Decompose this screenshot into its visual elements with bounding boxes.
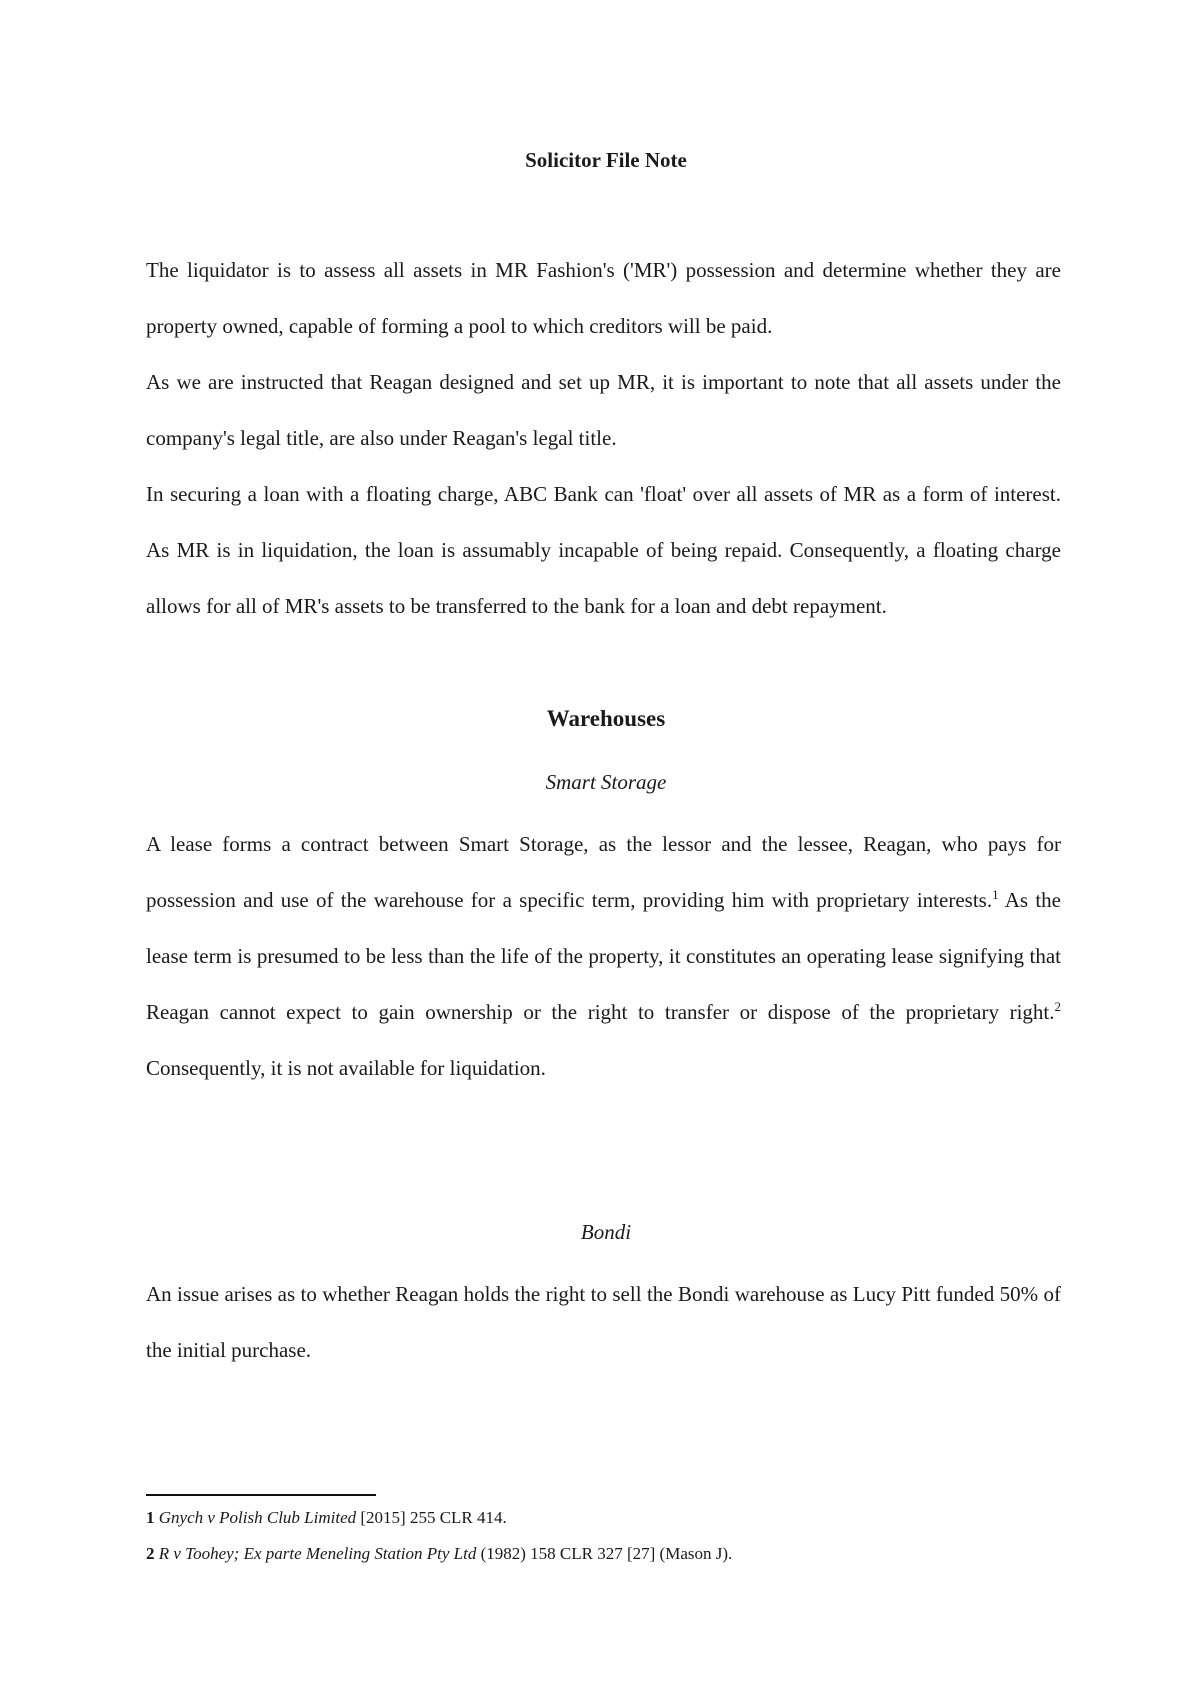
footnote-citation: [2015] 255 CLR 414. — [356, 1508, 507, 1527]
footnote-citation: (1982) 158 CLR 327 [27] (Mason J). — [476, 1544, 733, 1563]
smart-storage-paragraph — [146, 816, 1061, 1096]
smart-storage-text-1: A lease forms a contract between Smart Storage, as the lessor and the lessee, Reagan, who pays for possession and use of the warehouse for a specific term, providing him with proprietary interests. — [146, 832, 1061, 912]
footnote-1 — [146, 1508, 507, 1528]
intro-paragraph-3: In securing a loan with a floating charge, ABC Bank can 'float' over all assets of MR as a form of interest. As MR is in liquidation, the loan is assumably incapable of being repaid. Consequently, a floating charge allows for all of MR's assets to be transferred to the bank for a loan and debt repayment. — [146, 482, 1061, 618]
smart-storage-text-3: Consequently, it is not available for liquidation. — [146, 1056, 546, 1080]
bondi-section — [146, 1266, 1061, 1378]
footnote-divider — [146, 1494, 376, 1496]
section-heading-warehouses: Warehouses — [546, 706, 666, 731]
footnote-number: 1 — [146, 1508, 155, 1527]
footnote-ref-1[interactable]: 1 — [992, 887, 999, 902]
footnote-number: 2 — [146, 1544, 155, 1563]
smart-storage-section — [146, 816, 1061, 1096]
footnote-case-name: R v Toohey; Ex parte Meneling Station Pty Ltd — [158, 1544, 477, 1563]
smart-storage-text-2: As the lease term is presumed to be less than the life of the property, it constitutes an operating lease signifying that Reagan cannot expect to gain ownership or the right to transfer or dispose of the proprietary right. — [146, 888, 1061, 1024]
subheading-bondi: Bondi — [580, 1220, 632, 1244]
footnote-2 — [146, 1544, 732, 1564]
intro-section — [146, 242, 1061, 634]
bondi-paragraph: An issue arises as to whether Reagan holds the right to sell the Bondi warehouse as Lucy Pitt funded 50% of the initial purchase. — [146, 1282, 1061, 1362]
page-title: Solicitor File Note — [525, 148, 687, 172]
footnote-ref-2[interactable]: 2 — [1054, 999, 1061, 1014]
footnote-case-name: Gnych v Polish Club Limited — [158, 1508, 357, 1527]
intro-paragraph-1: The liquidator is to assess all assets in MR Fashion's ('MR') possession and determine whether they are property owned, capable of forming a pool to which creditors will be paid. — [146, 258, 1061, 338]
intro-paragraph-2: As we are instructed that Reagan designed and set up MR, it is important to note that all assets under the company's legal title, are also under Reagan's legal title. — [146, 370, 1061, 450]
subheading-smart-storage: Smart Storage — [545, 770, 667, 794]
